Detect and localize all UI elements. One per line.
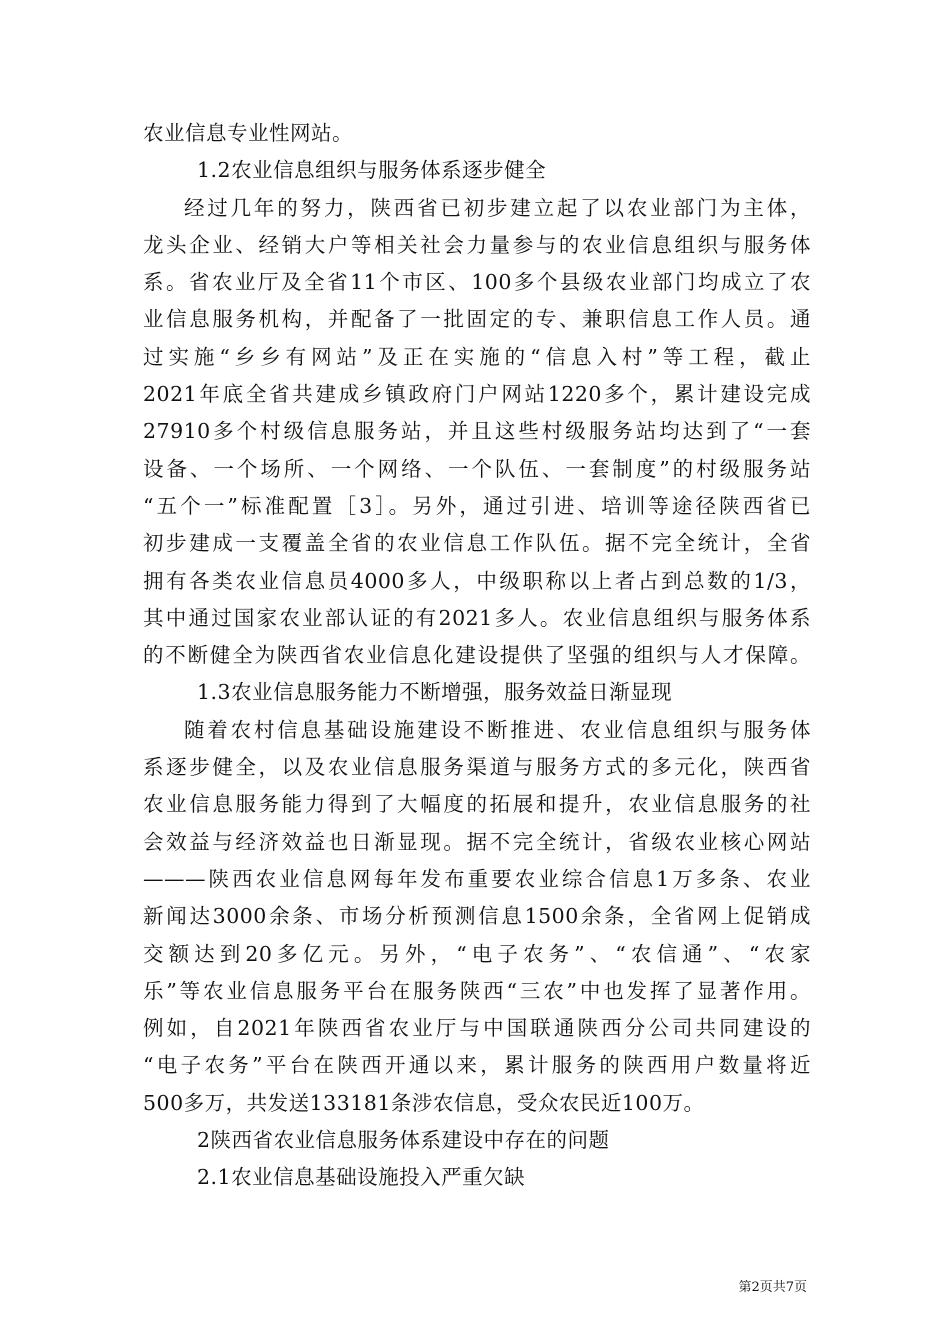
paragraph-line: 会效益与经济效益也日渐显现。据不完全统计，省级农业核心网站 <box>143 829 811 854</box>
section-heading: 1.3农业信息服务能力不断增强，服务效益日渐显现 <box>197 680 673 705</box>
paragraph-line: 设备、一个场所、一个网络、一个队伍、一套制度”的村级服务站 <box>143 456 811 481</box>
paragraph-line: 龙头企业、经销大户等相关社会力量参与的农业信息组织与服务体 <box>143 232 811 257</box>
paragraph-first-line: 随着农村信息基础设施建设不断推进、农业信息组织与服务体 <box>184 717 811 742</box>
paragraph-line: “电子农务”平台在陕西开通以来，累计服务的陕西用户数量将近 <box>143 1053 811 1078</box>
paragraph-line: 新闻达3000余条、市场分析预测信息1500余条，全省网上促销成 <box>143 904 811 929</box>
paragraph-line: “五个一”标准配置［3］。另外，通过引进、培训等途径陕西省已 <box>143 493 811 518</box>
paragraph-line: 农业信息专业性网站。 <box>143 121 353 145</box>
paragraph-line: 系逐步健全，以及农业信息服务渠道与服务方式的多元化，陕西省 <box>143 755 811 780</box>
paragraph-line: 乐”等农业信息服务平台在服务陕西“三农”中也发挥了显著作用。 <box>143 978 811 1003</box>
paragraph-line: 拥有各类农业信息员4000多人，中级职称以上者占到总数的1/3， <box>143 568 811 593</box>
paragraph-line: ———陕西农业信息网每年发布重要农业综合信息1万多条、农业 <box>143 866 811 891</box>
paragraph-line: 交额达到20多亿元。另外，“电子农务”、“农信通”、“农家 <box>143 941 811 966</box>
paragraph-line: 2021年底全省共建成乡镇政府门户网站1220多个，累计建设完成 <box>143 382 811 407</box>
paragraph-first-line: 经过几年的努力，陕西省已初步建立起了以农业部门为主体， <box>184 195 811 220</box>
paragraph-line: 过实施“乡乡有网站”及正在实施的“信息入村”等工程，截止 <box>143 344 811 369</box>
section-heading: 2.1农业信息基础设施投入严重欠缺 <box>197 1165 526 1190</box>
paragraph-line: 农业信息服务能力得到了大幅度的拓展和提升，农业信息服务的社 <box>143 792 811 817</box>
section-heading: 2陕西省农业信息服务体系建设中存在的问题 <box>197 1128 610 1153</box>
paragraph-line: 27910多个村级信息服务站，并且这些村级服务站均达到了“一套 <box>143 419 811 444</box>
paragraph-line: 初步建成一支覆盖全省的农业信息工作队伍。据不完全统计，全省 <box>143 531 811 556</box>
section-heading: 1.2农业信息组织与服务体系逐步健全 <box>197 158 547 183</box>
paragraph-line: 例如，自2021年陕西省农业厅与中国联通陕西分公司共同建设的 <box>143 1016 811 1041</box>
paragraph-line: 500多万，共发送133181条涉农信息，受众农民近100万。 <box>143 1090 705 1115</box>
paragraph-line: 系。省农业厅及全省11个市区、100多个县级农业部门均成立了农 <box>143 270 811 295</box>
paragraph-line: 的不断健全为陕西省农业信息化建设提供了坚强的组织与人才保障。 <box>143 643 811 668</box>
paragraph-line: 业信息服务机构，并配备了一批固定的专、兼职信息工作人员。通 <box>143 307 811 332</box>
document-body <box>143 115 811 1197</box>
page-number: 第2页共7页 <box>738 1280 807 1295</box>
paragraph-line: 其中通过国家农业部认证的有2021多人。农业信息组织与服务体系 <box>143 605 811 630</box>
